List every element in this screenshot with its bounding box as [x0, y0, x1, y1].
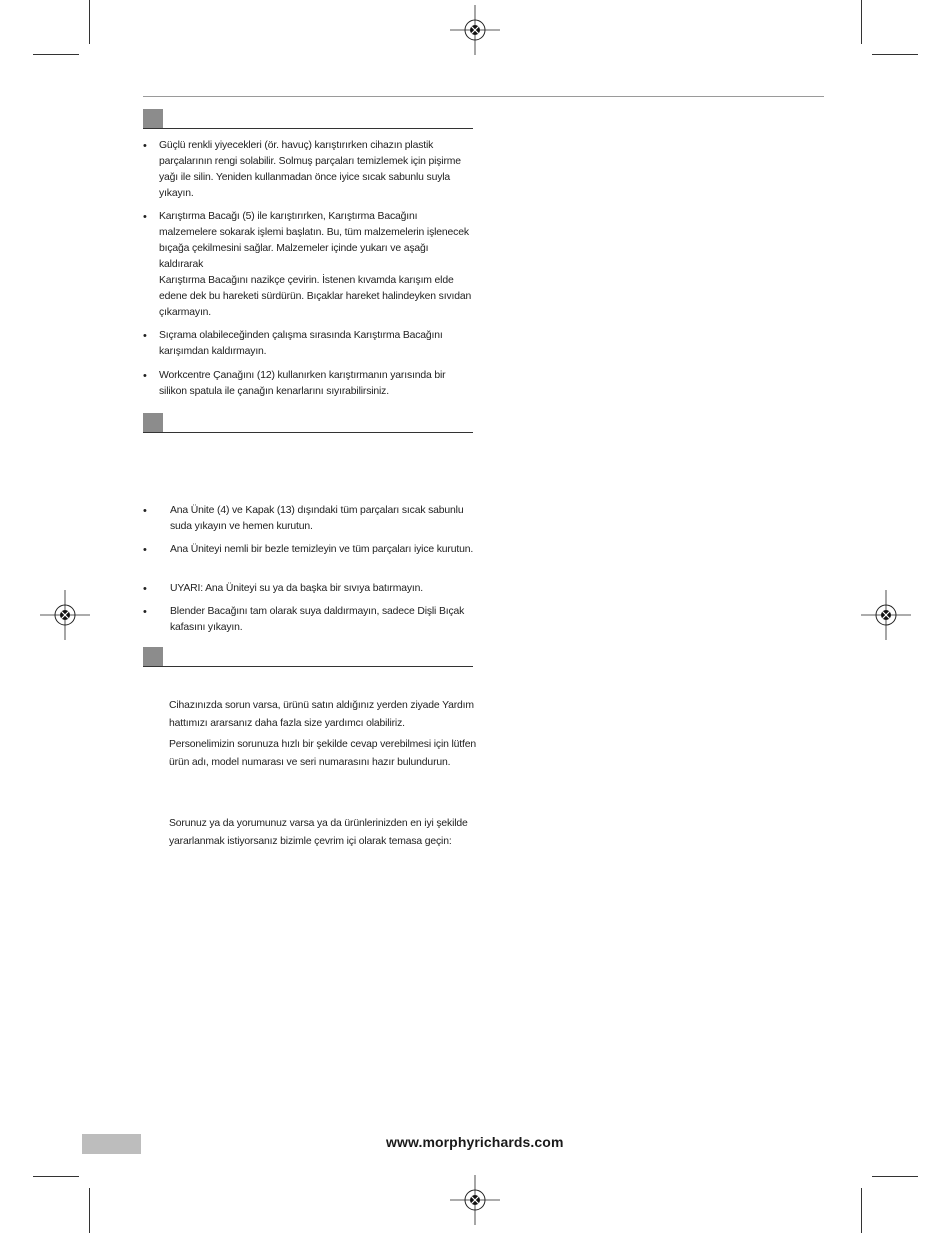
list-item-text: Ana Üniteyi nemli bir bezle temizleyin ve tüm parçaları iyice kurutun. — [170, 544, 474, 555]
list-item-text: UYARI: Ana Üniteyi su ya da başka bir sıvıya batırmayın. — [170, 583, 424, 594]
registration-mark-top-icon — [450, 5, 500, 55]
support-paragraph: Sorunuz ya da yorumunuz varsa ya da ürünlerinizden en iyi şekilde yararlanmak istiyorsanız bizimle çevrim içi olarak temasa geçin: — [169, 818, 468, 847]
support-paragraph: Personelimizin sorunuza hızlı bir şekilde cevap verebilmesi için lütfen ürün adı, model numarası ve seri numarasını hazır bulundurun. — [169, 739, 476, 768]
crop-mark — [872, 1176, 918, 1177]
list-item — [143, 368, 475, 400]
registration-mark-left-icon — [40, 590, 90, 640]
bullet-icon: • — [143, 370, 147, 382]
footer-website-link[interactable]: www.morphyrichards.com — [386, 1134, 564, 1150]
section-rule — [143, 432, 473, 433]
crop-mark — [33, 54, 79, 55]
section-header-cleaning — [143, 413, 473, 433]
section-marker — [143, 647, 163, 666]
list-item-text: Workcentre Çanağını (12) kullanırken karıştırmanın yarısında bir silikon spatula ile çanağın kenarlarını sıyırabilirsiniz. — [159, 370, 446, 397]
crop-mark — [861, 0, 862, 44]
list-item-text: Ana Ünite (4) ve Kapak (13) dışındaki tüm parçaları sıcak sabunlu suda yıkayın ve hemen kurutun. — [170, 505, 464, 532]
crop-mark — [89, 0, 90, 44]
list-item — [143, 604, 475, 636]
section-header-tips — [143, 109, 473, 129]
bullet-icon: • — [143, 140, 147, 152]
header-rule — [143, 96, 824, 97]
crop-mark — [861, 1188, 862, 1233]
bullet-icon: • — [143, 583, 147, 595]
crop-mark — [89, 1188, 90, 1233]
registration-mark-right-icon — [861, 590, 911, 640]
list-item — [143, 138, 475, 202]
bullet-icon: • — [143, 606, 147, 618]
bullet-icon: • — [143, 211, 147, 223]
support-paragraph: Cihazınızda sorun varsa, ürünü satın aldığınız yerden ziyade Yardım hattımızı ararsanız daha fazla size yardımcı olabiliriz. — [169, 700, 474, 729]
list-item — [143, 209, 475, 321]
list-item-text: Güçlü renkli yiyecekleri (ör. havuç) karıştırırken cihazın plastik parçalarının rengi solabilir. Solmuş parçaları temizlemek için pişirme yağı ile silin. Yeniden kullanmadan önce iyice sıcak sabunlu suyla yıkayın. — [159, 140, 461, 199]
registration-mark-bottom-icon — [450, 1175, 500, 1225]
list-item-continuation: Karıştırma Bacağını nazikçe çevirin. İstenen kıvamda karışım elde edene dek bu hareketi sürdürün. Bıçaklar hareket halindeyken sıvıdan çıkarmayın. — [159, 275, 472, 318]
section-rule — [143, 666, 473, 667]
section-header-support — [143, 647, 473, 667]
list-item-text: Sıçrama olabileceğinden çalışma sırasında Karıştırma Bacağını karışımdan kaldırmayın. — [159, 330, 443, 357]
bullet-icon: • — [143, 330, 147, 342]
list-item — [143, 581, 475, 597]
section-marker — [143, 413, 163, 432]
crop-mark — [33, 1176, 79, 1177]
section-marker — [143, 109, 163, 128]
bullet-icon: • — [143, 505, 147, 517]
list-item — [143, 503, 475, 535]
list-item — [143, 542, 475, 558]
section-rule — [143, 128, 473, 129]
list-item — [143, 328, 475, 360]
page-number-box — [82, 1134, 141, 1154]
list-item-text: Blender Bacağını tam olarak suya daldırmayın, sadece Dişli Bıçak kafasını yıkayın. — [170, 606, 465, 633]
crop-mark — [872, 54, 918, 55]
bullet-icon: • — [143, 544, 147, 556]
list-item-text: Karıştırma Bacağı (5) ile karıştırırken, Karıştırma Bacağını malzemelere sokarak işlemi başlatın. Bu, tüm malzemelerin işlenecek bıçağa çekilmesini sağlar. Malzemeler içinde yukarı ve aşağı kaldırarak — [159, 211, 469, 270]
